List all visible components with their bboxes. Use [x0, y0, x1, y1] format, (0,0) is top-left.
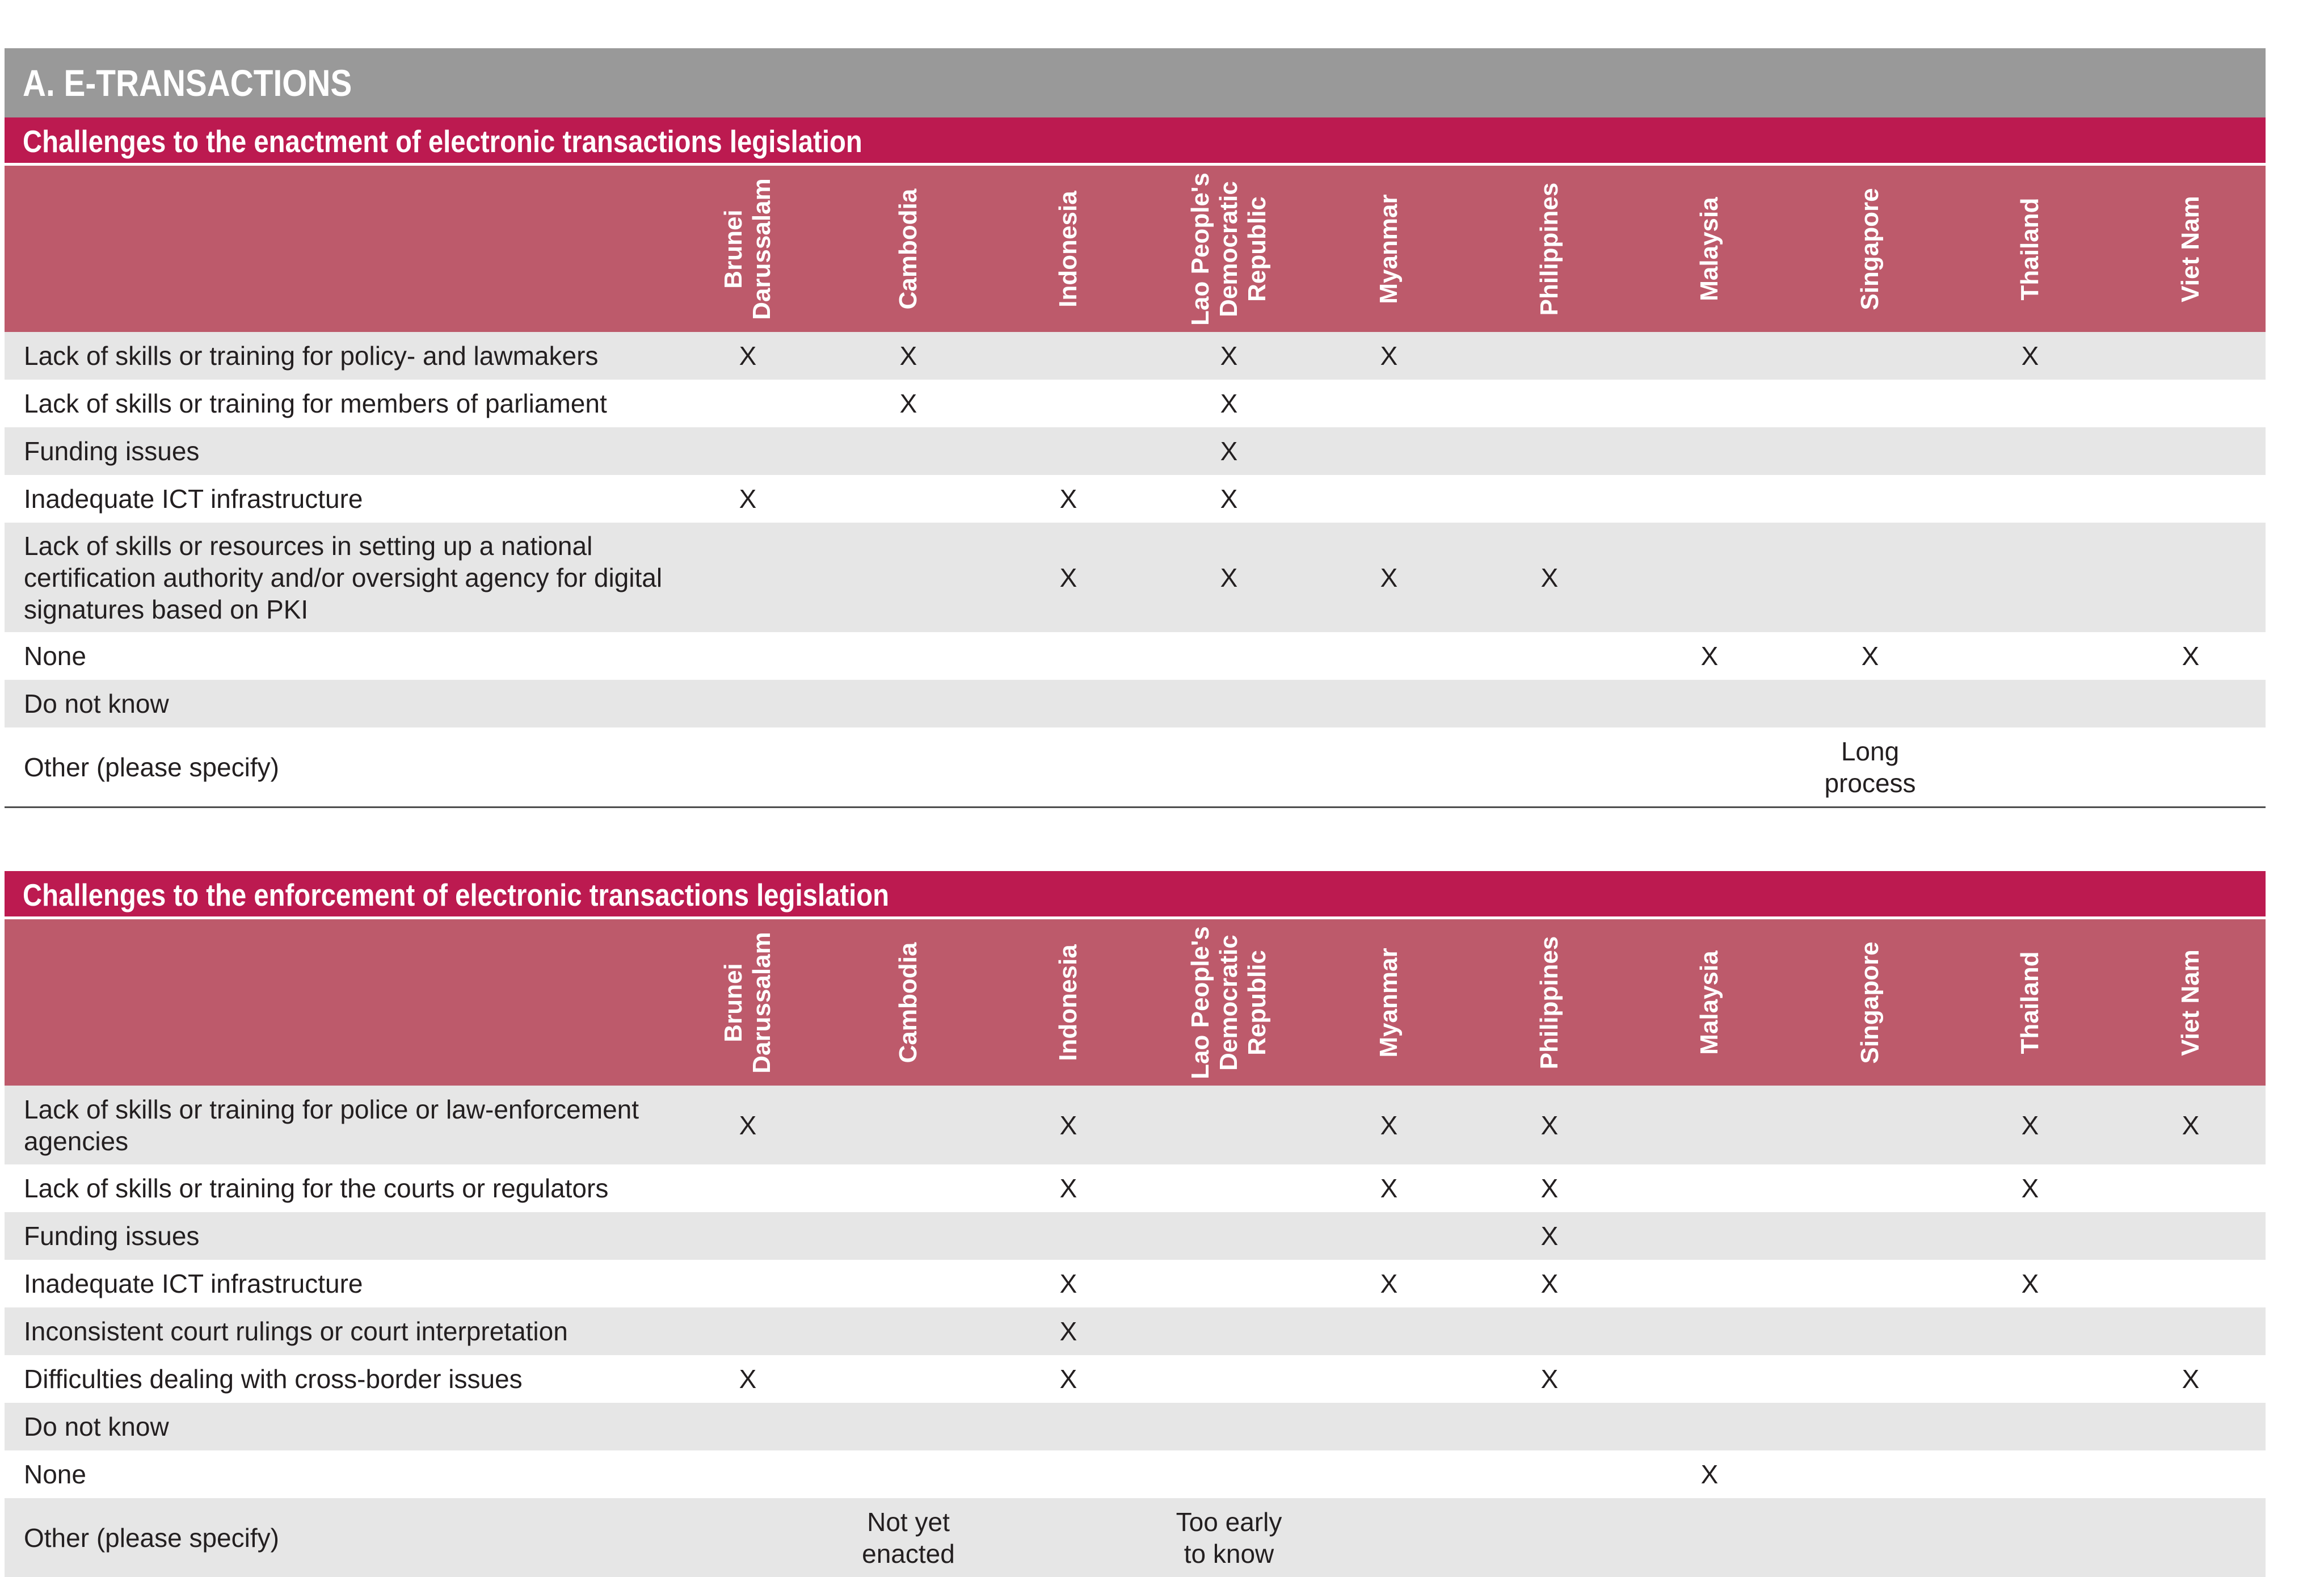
table-cell: X	[1059, 1110, 1077, 1140]
col-head-label: Singapore	[1856, 941, 1884, 1064]
col-head-thailand	[1951, 166, 2110, 332]
table-row	[5, 427, 2266, 475]
col-head-label: Thailand	[2016, 197, 2044, 300]
table-cell: X	[899, 341, 917, 371]
table-cell: X	[2021, 1110, 2039, 1140]
col-head-cambodia	[829, 919, 988, 1086]
enactment-table	[5, 117, 2266, 808]
table-row	[5, 1355, 2266, 1403]
table-cell: X	[2182, 641, 2200, 671]
table-cell: X	[739, 1110, 757, 1140]
col-head-label: Indonesia	[1054, 944, 1082, 1061]
table-cell: X	[1059, 1317, 1077, 1346]
row-label: Do not know	[24, 1412, 169, 1441]
row-label: Funding issues	[24, 436, 200, 466]
enforcement-table-title	[5, 871, 2266, 919]
table-cell: Long process	[1824, 736, 1916, 798]
col-head-label: Malaysia	[1695, 950, 1723, 1055]
col-head-vietnam	[2111, 166, 2270, 332]
col-head-label: Brunei Darussalam	[719, 178, 776, 320]
col-head-label: Thailand	[2016, 951, 2044, 1054]
table-row	[5, 380, 2266, 427]
row-label: Inadequate ICT infrastructure	[24, 484, 363, 514]
col-head-label: Viet Nam	[2176, 949, 2204, 1056]
table-cell: X	[1059, 1364, 1077, 1394]
col-head-label: Viet Nam	[2176, 195, 2204, 302]
table-cell: Not yet enacted	[862, 1507, 955, 1568]
table-cell: X	[2021, 1174, 2039, 1203]
table-cell: X	[1059, 1269, 1077, 1298]
col-head-philippines	[1470, 919, 1629, 1086]
enactment-title-text: Challenges to the enactment of electronic transactions legislation	[23, 124, 862, 159]
col-head-label: Lao People's Democratic Republic	[1186, 172, 1271, 326]
table-row	[5, 727, 2266, 806]
enactment-bottom-rule	[5, 806, 2266, 808]
col-head-label: Myanmar	[1375, 947, 1403, 1058]
table-cell: X	[1220, 484, 1238, 514]
col-head-malaysia	[1630, 166, 1789, 332]
table-cell: X	[1380, 341, 1398, 371]
table-cell: X	[1059, 1174, 1077, 1203]
table-row	[5, 680, 2266, 727]
table-row	[5, 1260, 2266, 1307]
table-cell: X	[2021, 341, 2039, 371]
col-head-malaysia	[1630, 919, 1789, 1086]
table-cell: X	[1380, 562, 1398, 592]
col-head-cambodia	[829, 166, 988, 332]
table-row	[5, 523, 2266, 632]
col-head-label: Myanmar	[1375, 194, 1403, 304]
table-row	[5, 1450, 2266, 1498]
table-cell: Too early to know	[1176, 1507, 1282, 1568]
table-cell: X	[1540, 562, 1559, 592]
col-head-singapore	[1791, 919, 1950, 1086]
col-head-label: Brunei Darussalam	[719, 931, 776, 1074]
col-head-myanmar	[1310, 919, 1468, 1086]
col-head-label: Singapore	[1856, 187, 1884, 310]
col-head-lao	[1150, 166, 1308, 332]
table-cell: X	[1059, 562, 1077, 592]
col-head-label: Malaysia	[1695, 196, 1723, 301]
row-label: None	[24, 1460, 86, 1489]
table-cell: X	[1220, 341, 1238, 371]
table-row	[5, 1498, 2266, 1577]
table-cell: X	[1540, 1174, 1559, 1203]
enactment-table-body	[5, 332, 2266, 806]
table-row	[5, 1212, 2266, 1260]
col-head-brunei	[668, 166, 827, 332]
enactment-header-row	[5, 166, 2266, 332]
row-label: Inconsistent court rulings or court interpretation	[24, 1317, 568, 1346]
col-head-philippines	[1470, 166, 1629, 332]
col-head-thailand	[1951, 919, 2110, 1086]
table-cell: X	[1380, 1110, 1398, 1140]
table-cell: X	[1540, 1364, 1559, 1394]
table-row	[5, 1307, 2266, 1355]
table-cell: X	[739, 1364, 757, 1394]
col-head-indonesia	[989, 919, 1148, 1086]
table-cell: X	[1220, 562, 1238, 592]
table-cell: X	[2021, 1269, 2039, 1298]
table-cell: X	[1700, 641, 1719, 671]
table-cell: X	[1540, 1110, 1559, 1140]
col-head-label: Philippines	[1535, 936, 1563, 1069]
table-cell: X	[1540, 1269, 1559, 1298]
row-label: Inadequate ICT infrastructure	[24, 1269, 363, 1298]
col-head-myanmar	[1310, 166, 1468, 332]
enforcement-table-body	[5, 1086, 2266, 1577]
table-cell: X	[899, 389, 917, 418]
col-head-label: Indonesia	[1054, 190, 1082, 308]
table-cell: X	[2182, 1110, 2200, 1140]
row-label: Lack of skills or training for the courts or regulators	[24, 1174, 609, 1203]
table-cell: X	[1220, 389, 1238, 418]
col-head-brunei	[668, 919, 827, 1086]
row-label: Do not know	[24, 689, 169, 718]
row-label: Funding issues	[24, 1221, 200, 1251]
table-cell: X	[1380, 1269, 1398, 1298]
col-head-label: Lao People's Democratic Republic	[1186, 926, 1271, 1079]
row-label: Lack of skills or training for members of parliament	[24, 389, 607, 418]
row-label: Other (please specify)	[24, 752, 279, 782]
row-label: Difficulties dealing with cross-border issues	[24, 1364, 523, 1394]
row-label: Lack of skills or training for policy- and lawmakers	[24, 341, 599, 371]
col-head-indonesia	[989, 166, 1148, 332]
table-cell: X	[739, 341, 757, 371]
col-head-singapore	[1791, 166, 1950, 332]
table-row	[5, 332, 2266, 380]
table-cell: X	[1059, 484, 1077, 514]
row-label: Other (please specify)	[24, 1523, 279, 1553]
table-row	[5, 475, 2266, 523]
enforcement-title-text: Challenges to the enforcement of electronic transactions legislation	[23, 877, 890, 912]
enforcement-table	[5, 871, 2266, 1577]
col-head-label: Cambodia	[894, 942, 922, 1063]
table-cell: X	[1700, 1460, 1719, 1489]
col-head-label: Cambodia	[894, 188, 922, 309]
enactment-table-title	[5, 117, 2266, 166]
col-head-label: Philippines	[1535, 182, 1563, 316]
col-head-lao	[1150, 919, 1308, 1086]
table-row	[5, 632, 2266, 680]
table-row	[5, 1403, 2266, 1450]
enforcement-header-row	[5, 919, 2266, 1086]
table-row	[5, 1086, 2266, 1164]
row-label: None	[24, 641, 86, 671]
table-cell: X	[739, 484, 757, 514]
row-label: Lack of skills or resources in setting up a national certification authority and/or oversight agency for digital signatures based on PKI	[24, 531, 663, 624]
table-cell: X	[1540, 1221, 1559, 1251]
table-cell: X	[1380, 1174, 1398, 1203]
table-row	[5, 1164, 2266, 1212]
row-label: Lack of skills or training for police or law-enforcement agencies	[24, 1094, 639, 1156]
table-cell: X	[1861, 641, 1879, 671]
section-title: A. E-TRANSACTIONS	[23, 62, 352, 104]
section-header	[5, 48, 2266, 117]
col-head-vietnam	[2111, 919, 2270, 1086]
table-cell: X	[2182, 1364, 2200, 1394]
table-cell: X	[1220, 436, 1238, 466]
